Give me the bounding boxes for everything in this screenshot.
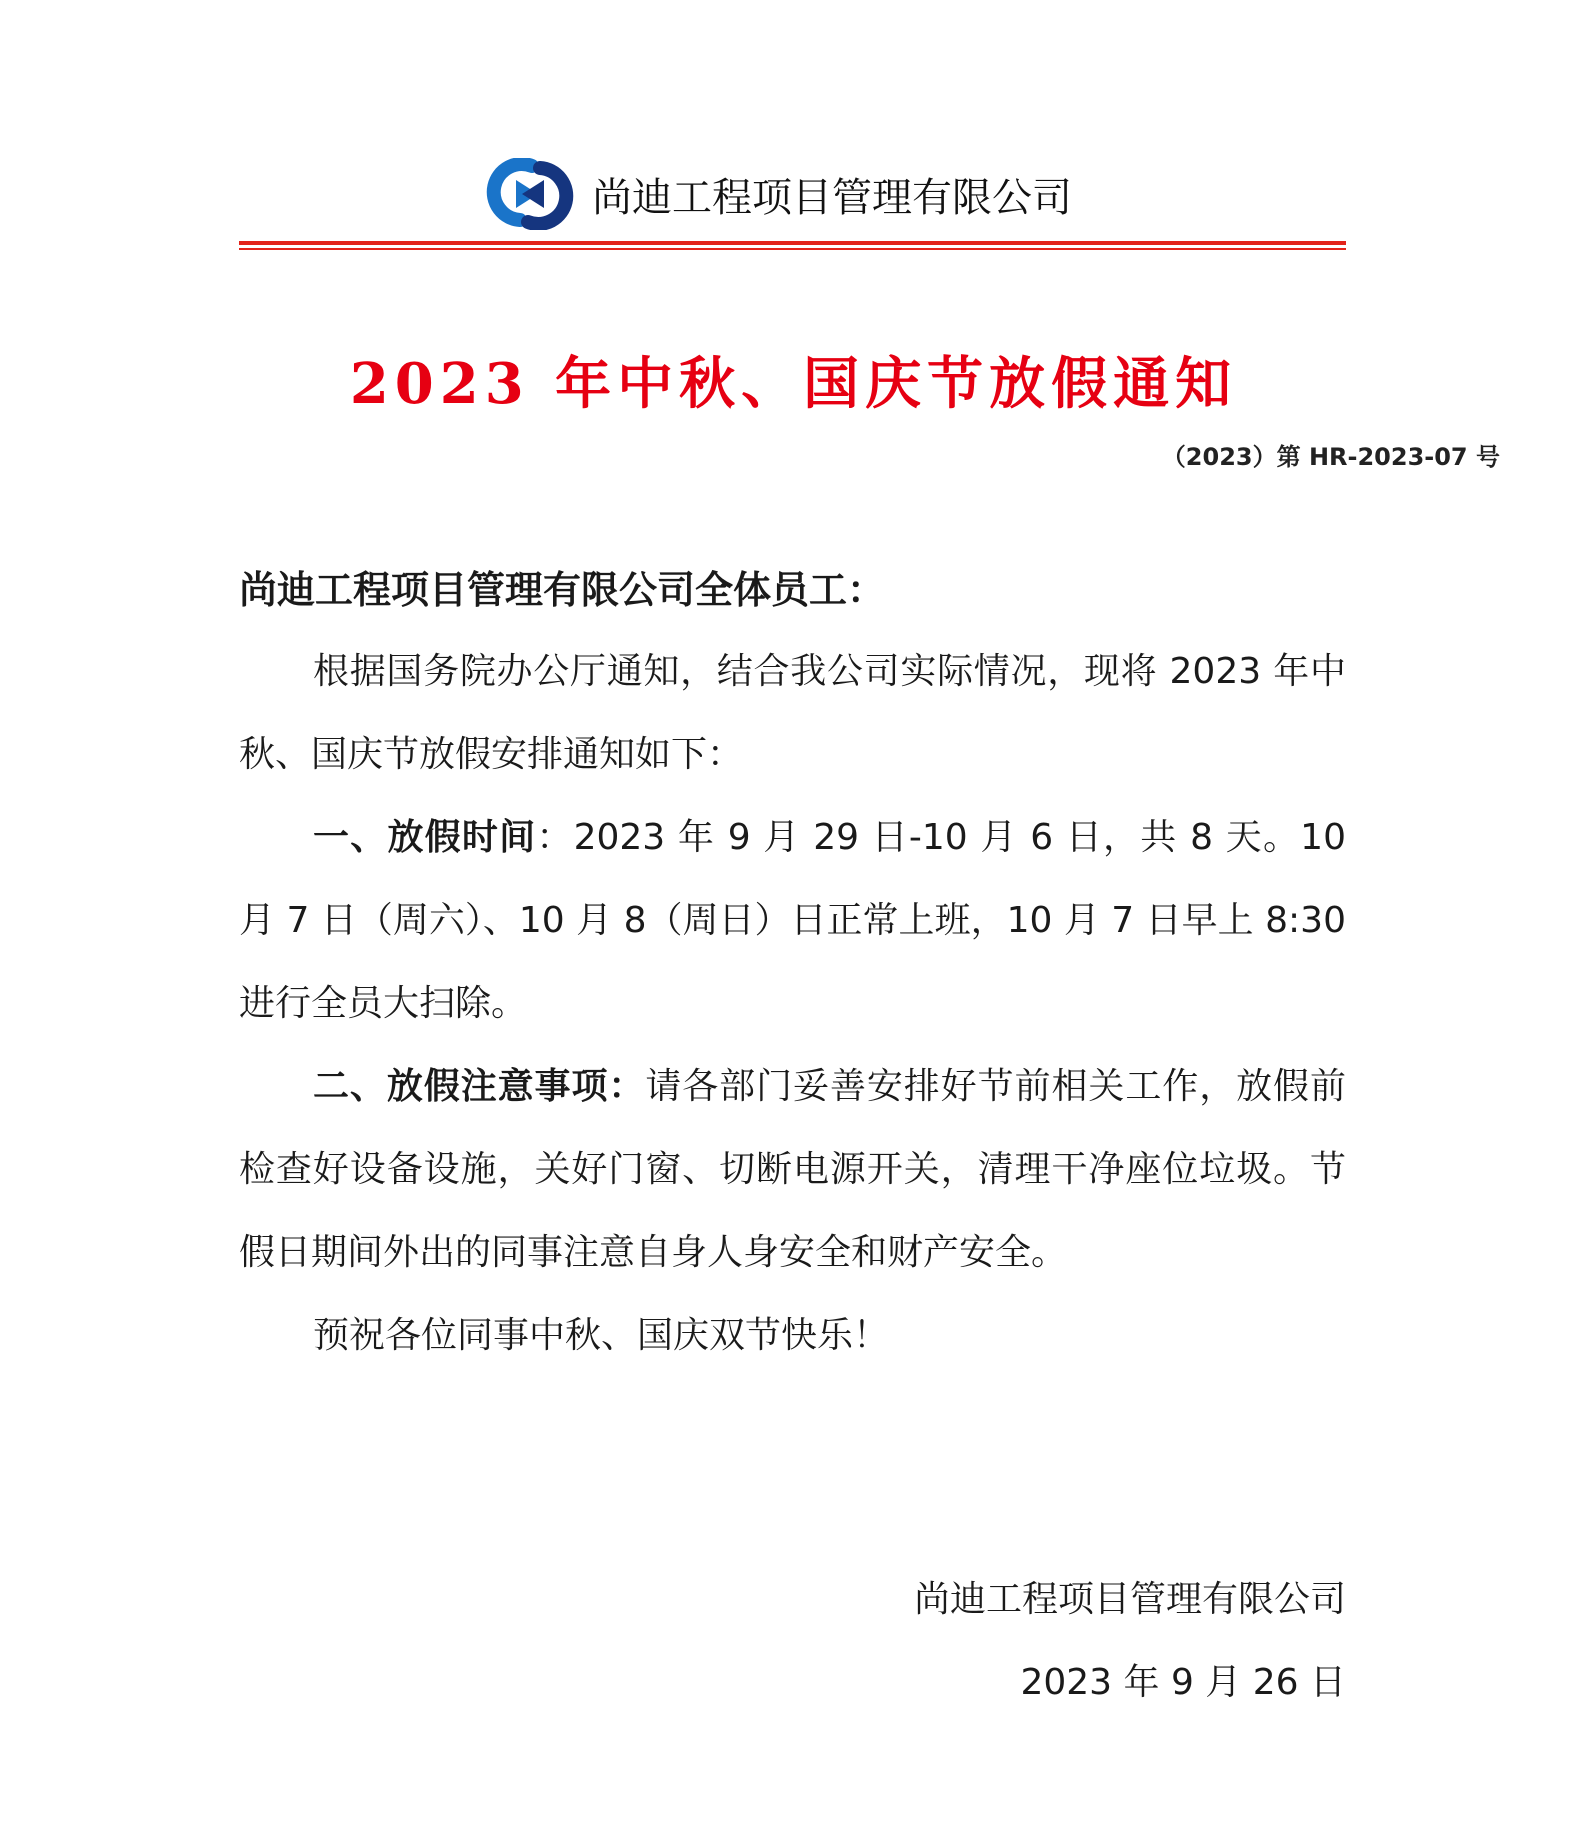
company-logo-icon bbox=[480, 158, 580, 230]
section1-paragraph bbox=[239, 796, 1346, 1045]
header-rule-thin bbox=[239, 248, 1346, 250]
section1-body: ：2023 年 9 月 29 日-10 月 6 日，共 8 天。10 月 7 日（周六）、10 月 8（周日）日正常上班，10 月 7 日早上 8:30 进行全员大扫除。 bbox=[239, 817, 1346, 1024]
signoff-company: 尚迪工程项目管理有限公司 bbox=[913, 1579, 1346, 1620]
document-number: （2023）第 HR-2023-07 号 bbox=[1161, 443, 1500, 471]
notice-title: 2023 年中秋、国庆节放假通知 bbox=[349, 351, 1238, 417]
salutation: 尚迪工程项目管理有限公司全体员工： bbox=[239, 568, 886, 612]
section2-paragraph bbox=[239, 1045, 1346, 1294]
intro-paragraph: 根据国务院办公厅通知，结合我公司实际情况，现将 2023 年中秋、国庆节放假安排通知如下： bbox=[239, 651, 1346, 775]
section1-heading: 一、放假时间 bbox=[313, 817, 537, 858]
header-rule-thick bbox=[239, 241, 1346, 245]
notice-body bbox=[239, 550, 1346, 1377]
signoff-date: 2023 年 9 月 26 日 bbox=[1020, 1662, 1346, 1703]
letterhead bbox=[480, 158, 1072, 230]
letterhead-company-name: 尚迪工程项目管理有限公司 bbox=[592, 174, 1072, 221]
sign-off bbox=[914, 1558, 1346, 1724]
section2-body: 请各部门妥善安排好节前相关工作，放假前检查好设备设施，关好门窗、切断电源开关，清理干净座位垃圾。节假日期间外出的同事注意自身人身安全和财产安全。 bbox=[239, 1066, 1346, 1273]
section2-heading: 二、放假注意事项： bbox=[313, 1066, 646, 1107]
closing-paragraph: 预祝各位同事中秋、国庆双节快乐！ bbox=[313, 1315, 890, 1356]
